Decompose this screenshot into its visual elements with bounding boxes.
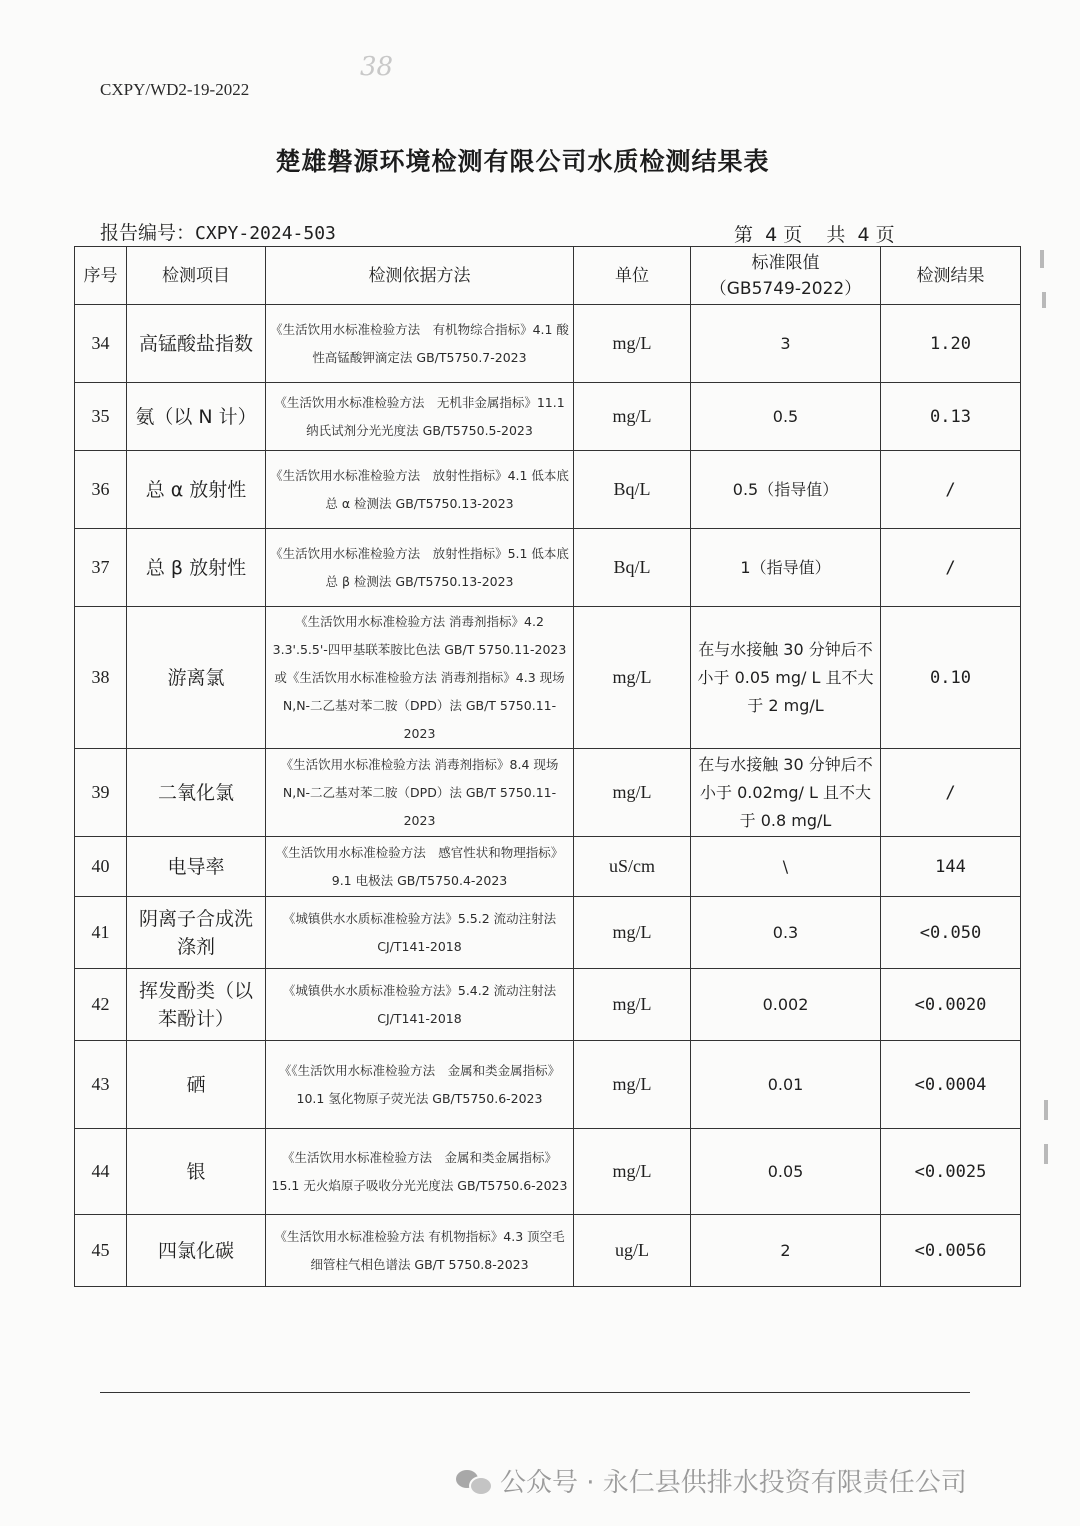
row-no: 39 — [75, 749, 127, 837]
row-result: / — [881, 451, 1021, 529]
header-limit-line2: （GB5749-2022） — [709, 278, 862, 299]
row-method: 《城镇供水水质标准检验方法》5.5.2 流动注射法 CJ/T141-2018 — [266, 897, 574, 969]
row-unit: mg/L — [574, 607, 691, 749]
report-number — [100, 218, 336, 245]
row-unit: mg/L — [574, 969, 691, 1041]
report-number-label: 报告编号： — [100, 222, 196, 244]
page-indicator: 第 4 页 共 4 页 — [734, 224, 895, 246]
row-result: <0.050 — [881, 897, 1021, 969]
row-item: 阴离子合成洗涤剂 — [127, 897, 266, 969]
table-row — [75, 837, 1021, 897]
page-title: 楚雄磐源环境检测有限公司水质检测结果表 — [275, 147, 770, 176]
row-method: 《生活饮用水标准检验方法 消毒剂指标》8.4 现场 N,N-二乙基对苯二胺（DPD）法 GB/T 5750.11-2023 — [266, 749, 574, 837]
row-no: 43 — [75, 1041, 127, 1129]
row-method: 《生活饮用水标准检验方法 金属和类金属指标》15.1 无火焰原子吸收分光光度法 GB/T5750.6-2023 — [266, 1129, 574, 1215]
row-unit: mg/L — [574, 305, 691, 383]
header-limit — [691, 247, 881, 305]
row-limit: 0.05 — [691, 1129, 881, 1215]
scan-mark — [1040, 250, 1044, 268]
header-limit-line1: 标准限值 — [751, 252, 820, 273]
row-result: / — [881, 529, 1021, 607]
row-unit: uS/cm — [574, 837, 691, 897]
table-row — [75, 607, 1021, 749]
row-limit: 0.3 — [691, 897, 881, 969]
row-item: 游离氯 — [127, 607, 266, 749]
row-unit: mg/L — [574, 383, 691, 451]
row-item: 四氯化碳 — [127, 1215, 266, 1287]
row-method: 《《生活饮用水标准检验方法 金属和类金属指标》10.1 氢化物原子荧光法 GB/T5750.6-2023 — [266, 1041, 574, 1129]
row-no: 35 — [75, 383, 127, 451]
row-no: 44 — [75, 1129, 127, 1215]
row-limit: 在与水接触 30 分钟后不小于 0.05 mg/ L 且不大于 2 mg/L — [691, 607, 881, 749]
row-limit: 0.5（指导值） — [691, 451, 881, 529]
table-row — [75, 1129, 1021, 1215]
row-no: 40 — [75, 837, 127, 897]
row-unit: ug/L — [574, 1215, 691, 1287]
row-item: 高锰酸盐指数 — [127, 305, 266, 383]
row-method: 《生活饮用水标准检验方法 放射性指标》4.1 低本底总 α 检测法 GB/T5750.13-2023 — [266, 451, 574, 529]
row-limit: 0.002 — [691, 969, 881, 1041]
row-item: 电导率 — [127, 837, 266, 897]
row-result: 0.10 — [881, 607, 1021, 749]
row-method: 《生活饮用水标准检验方法 感官性状和物理指标》9.1 电极法 GB/T5750.4-2023 — [266, 837, 574, 897]
watermark — [456, 1462, 967, 1499]
row-no: 45 — [75, 1215, 127, 1287]
row-no: 34 — [75, 305, 127, 383]
row-limit: 0.01 — [691, 1041, 881, 1129]
row-limit: 2 — [691, 1215, 881, 1287]
row-unit: Bq/L — [574, 451, 691, 529]
table-header-row — [75, 247, 1021, 305]
row-method: 《生活饮用水标准检验方法 放射性指标》5.1 低本底总 β 检测法 GB/T5750.13-2023 — [266, 529, 574, 607]
header-no: 序号 — [75, 247, 127, 305]
row-unit: mg/L — [574, 1129, 691, 1215]
row-no: 36 — [75, 451, 127, 529]
row-result: 144 — [881, 837, 1021, 897]
header-unit: 单位 — [574, 247, 691, 305]
header-result: 检测结果 — [881, 247, 1021, 305]
row-result: 1.20 — [881, 305, 1021, 383]
header-method: 检测依据方法 — [266, 247, 574, 305]
row-method: 《生活饮用水标准检验方法 无机非金属指标》11.1 纳氏试剂分光光度法 GB/T5750.5-2023 — [266, 383, 574, 451]
document-code: CXPY/WD2-19-2022 — [100, 80, 250, 99]
table-row — [75, 1215, 1021, 1287]
scan-mark — [1044, 1100, 1048, 1120]
table-row — [75, 749, 1021, 837]
header-item: 检测项目 — [127, 247, 266, 305]
row-result: <0.0025 — [881, 1129, 1021, 1215]
row-item: 银 — [127, 1129, 266, 1215]
report-number-value: CXPY-2024-503 — [195, 223, 336, 244]
row-result: <0.0004 — [881, 1041, 1021, 1129]
scan-mark — [1044, 1144, 1048, 1164]
results-table — [74, 246, 1021, 1287]
row-no: 37 — [75, 529, 127, 607]
row-limit: \ — [691, 837, 881, 897]
table-row — [75, 529, 1021, 607]
table-row — [75, 969, 1021, 1041]
row-limit: 1（指导值） — [691, 529, 881, 607]
row-item: 二氧化氯 — [127, 749, 266, 837]
row-result: <0.0056 — [881, 1215, 1021, 1287]
row-item: 总 α 放射性 — [127, 451, 266, 529]
footer-rule — [100, 1392, 970, 1393]
row-limit: 在与水接触 30 分钟后不小于 0.02mg/ L 且不大于 0.8 mg/L — [691, 749, 881, 837]
table-row — [75, 897, 1021, 969]
row-limit: 0.5 — [691, 383, 881, 451]
row-unit: mg/L — [574, 1041, 691, 1129]
scan-mark — [1042, 292, 1046, 308]
row-no: 42 — [75, 969, 127, 1041]
table-row — [75, 1041, 1021, 1129]
table-row — [75, 383, 1021, 451]
row-unit: mg/L — [574, 897, 691, 969]
row-method: 《城镇供水水质标准检验方法》5.4.2 流动注射法 CJ/T141-2018 — [266, 969, 574, 1041]
table-row — [75, 305, 1021, 383]
row-method: 《生活饮用水标准检验方法 有机物综合指标》4.1 酸性高锰酸钾滴定法 GB/T5750.7-2023 — [266, 305, 574, 383]
row-result: 0.13 — [881, 383, 1021, 451]
row-item: 硒 — [127, 1041, 266, 1129]
row-method: 《生活饮用水标准检验方法 消毒剂指标》4.2 3.3'.5.5'-四甲基联苯胺比色法 GB/T 5750.11-2023 或《生活饮用水标准检验方法 消毒剂指标》4.3 现场 N,N-二乙基对苯二胺（DPD）法 GB/T 5750.11-2023 — [266, 607, 574, 749]
handwritten-mark: 38 — [360, 52, 394, 82]
row-method: 《生活饮用水标准检验方法 有机物指标》4.3 顶空毛细管柱气相色谱法 GB/T 5750.8-2023 — [266, 1215, 574, 1287]
row-unit: mg/L — [574, 749, 691, 837]
row-no: 38 — [75, 607, 127, 749]
row-no: 41 — [75, 897, 127, 969]
wechat-logo-icon — [456, 1466, 492, 1496]
watermark-text: 公众号 · 永仁县供排水投资有限责任公司 — [500, 1468, 967, 1498]
row-item: 总 β 放射性 — [127, 529, 266, 607]
row-unit: Bq/L — [574, 529, 691, 607]
row-limit: 3 — [691, 305, 881, 383]
row-item: 氨（以 N 计） — [127, 383, 266, 451]
row-item: 挥发酚类（以苯酚计） — [127, 969, 266, 1041]
row-result: <0.0020 — [881, 969, 1021, 1041]
row-result: / — [881, 749, 1021, 837]
table-row — [75, 451, 1021, 529]
